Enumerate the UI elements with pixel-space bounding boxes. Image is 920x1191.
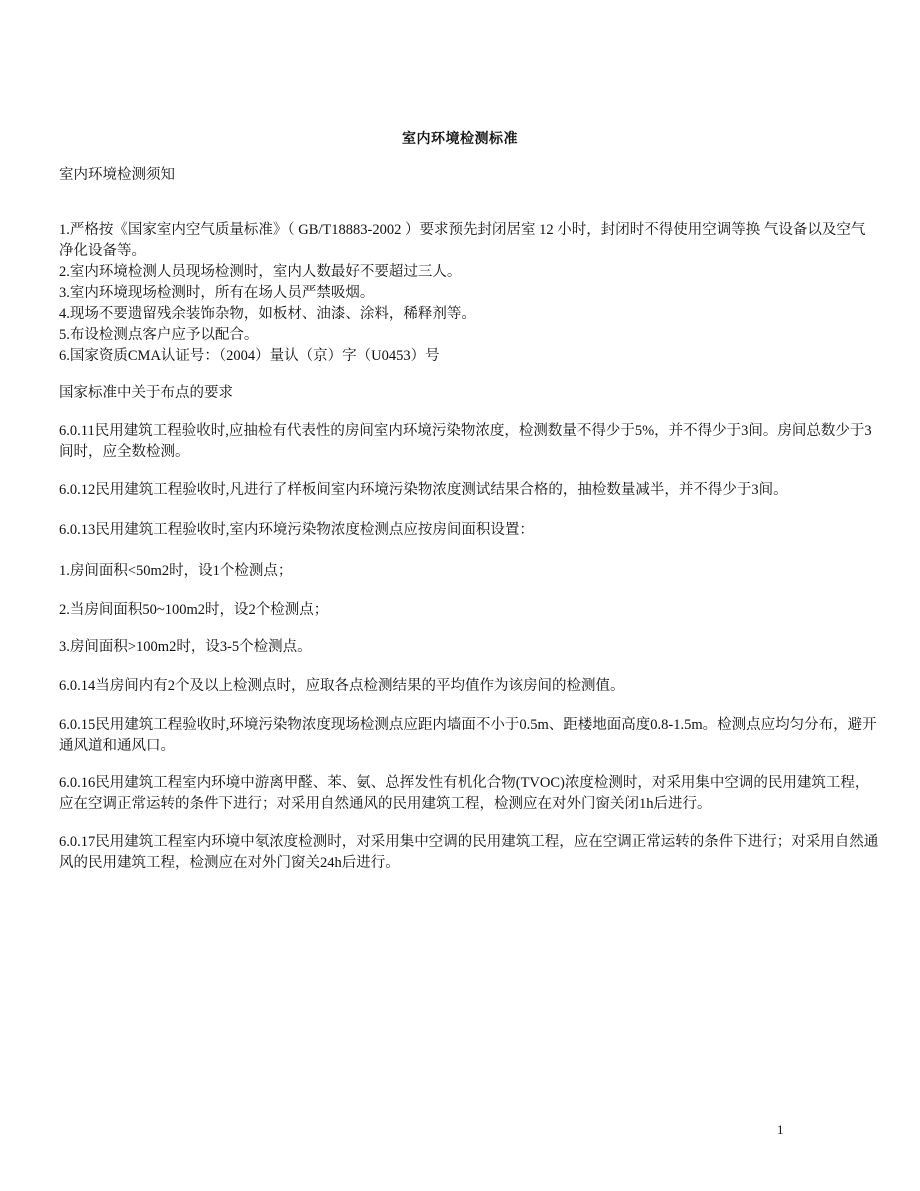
notice-list	[59, 220, 879, 367]
area-rule-3	[59, 637, 879, 658]
section-6-0-17-text: 6.0.17民用建筑工程室内环境中氡浓度检测时，对采用集中空调的民用建筑工程，应在空调正常运转的条件下进行；对采用自然通风的民用建筑工程，检测应在对外门窗关24h后进行。	[59, 834, 879, 871]
section-6-0-13	[59, 520, 879, 541]
requirements-heading	[59, 383, 879, 404]
notice-item-1: 1.严格按《国家室内空气质量标准》（ GB/T18883-2002 ）要求预先封闭居室 12 小时，封闭时不得使用空调等换 气设备以及空气净化设备等。	[59, 222, 866, 259]
section-6-0-16-text: 6.0.16民用建筑工程室内环境中游离甲醛、苯、氨、总挥发性有机化合物(TVOC)浓度检测时，对采用集中空调的民用建筑工程，应在空调正常运转的条件下进行；对采用自然通风的民用建筑工程，检测应在对外门窗关闭1h后进行。	[59, 775, 870, 812]
section-6-0-12-text: 6.0.12民用建筑工程验收时,凡进行了样板间室内环境污染物浓度测试结果合格的，抽检数量减半，并不得少于3间。	[59, 482, 788, 498]
section-6-0-11-text: 6.0.11民用建筑工程验收时,应抽检有代表性的房间室内环境污染物浓度，检测数量不得少于5%，并不得少于3间。房间总数少于3间时，应全数检测。	[59, 423, 872, 460]
page-number: 1	[777, 1122, 784, 1137]
area-rule-1	[59, 561, 879, 582]
area-rule-2-text: 2.当房间面积50~100m2时，设2个检测点；	[59, 602, 329, 618]
section-6-0-12	[59, 480, 879, 501]
notice-item-5: 5.布设检测点客户应予以配合。	[59, 327, 259, 343]
notice-item-2: 2.室内环境检测人员现场检测时，室内人数最好不要超过三人。	[59, 264, 462, 280]
notice-item-3: 3.室内环境现场检测时，所有在场人员严禁吸烟。	[59, 285, 375, 301]
area-rule-1-text: 1.房间面积<50m2时，设1个检测点；	[59, 563, 293, 579]
section-6-0-14-text: 6.0.14当房间内有2个及以上检测点时，应取各点检测结果的平均值作为该房间的检测值。	[59, 678, 625, 694]
section-6-0-15-text: 6.0.15民用建筑工程验收时,环境污染物浓度现场检测点应距内墙面不小于0.5m、距楼地面高度0.8-1.5m。检测点应均匀分布，避开通风道和通风口。	[59, 717, 877, 754]
area-rule-3-text: 3.房间面积>100m2时，设3-5个检测点。	[59, 639, 312, 655]
notice-item-6: 6.国家资质CMA认证号：（2004）量认（京）字（U0453）号	[59, 348, 440, 364]
section-6-0-15	[59, 715, 879, 757]
section-6-0-17	[59, 832, 879, 874]
area-rule-2	[59, 600, 879, 621]
section-6-0-13-text: 6.0.13民用建筑工程验收时,室内环境污染物浓度检测点应按房间面积设置：	[59, 522, 534, 538]
notice-item-4: 4.现场不要遗留残余装饰杂物，如板材、油漆、涂料，稀释剂等。	[59, 306, 476, 322]
requirements-heading-text: 国家标准中关于布点的要求	[59, 385, 233, 401]
section-6-0-11	[59, 421, 879, 463]
document-title: 室内环境检测标准	[402, 131, 518, 147]
section-6-0-14	[59, 676, 879, 697]
notice-heading-text: 室内环境检测须知	[59, 167, 175, 183]
section-6-0-16	[59, 773, 879, 815]
notice-heading	[59, 165, 879, 186]
